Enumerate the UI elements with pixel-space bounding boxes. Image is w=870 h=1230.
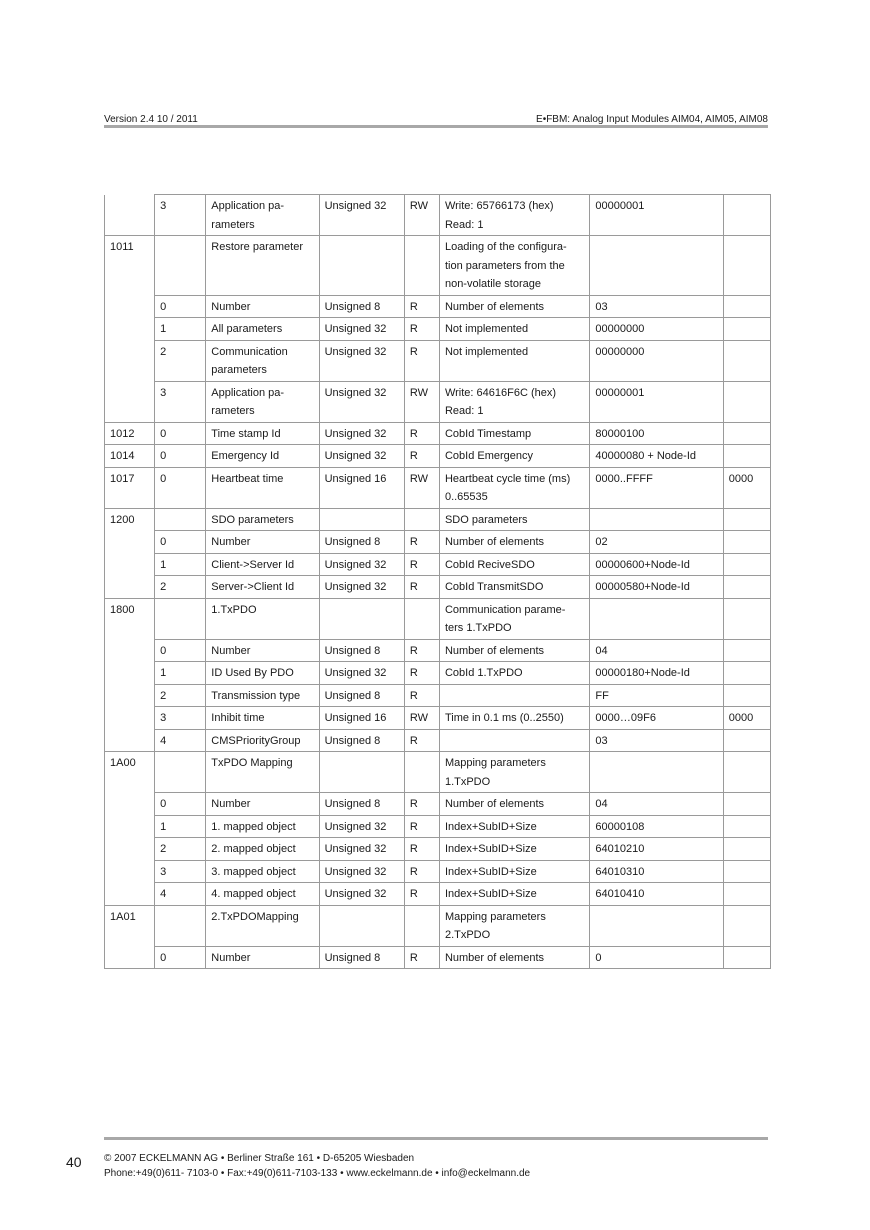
value-cell: 00000580+Node-Id (590, 576, 723, 599)
subindex-cell (155, 508, 206, 531)
table-row (105, 905, 771, 946)
access-cell: RW (404, 381, 439, 422)
description-cell: Write: 64616F6C (hex) Read: 1 (439, 381, 589, 422)
subindex-cell: 0 (155, 639, 206, 662)
value-cell: 40000080 + Node-Id (590, 445, 723, 468)
table-row (105, 838, 771, 861)
description-cell: Number of elements (439, 793, 589, 816)
index-cell (105, 883, 155, 906)
table-row (105, 752, 771, 793)
access-cell (404, 598, 439, 639)
index-cell (105, 946, 155, 969)
description-cell: Mapping parameters 2.TxPDO (439, 905, 589, 946)
index-cell (105, 838, 155, 861)
table-row (105, 195, 771, 236)
default-cell: 0000 (723, 467, 770, 508)
type-cell: Unsigned 32 (319, 553, 404, 576)
description-cell: Index+SubID+Size (439, 883, 589, 906)
name-cell: Number (206, 639, 319, 662)
value-cell (590, 905, 723, 946)
subindex-cell: 3 (155, 195, 206, 236)
document-title: E•FBM: Analog Input Modules AIM04, AIM05, AIM08 (536, 114, 768, 125)
table-row (105, 815, 771, 838)
name-cell: SDO parameters (206, 508, 319, 531)
name-cell: Communication parameters (206, 340, 319, 381)
type-cell (319, 752, 404, 793)
name-cell: Number (206, 793, 319, 816)
index-cell: 1014 (105, 445, 155, 468)
subindex-cell: 0 (155, 531, 206, 554)
name-cell: Heartbeat time (206, 467, 319, 508)
description-cell: Not implemented (439, 340, 589, 381)
access-cell: R (404, 860, 439, 883)
access-cell: R (404, 340, 439, 381)
access-cell: R (404, 553, 439, 576)
index-cell (105, 531, 155, 554)
type-cell (319, 905, 404, 946)
index-cell (105, 295, 155, 318)
table-row (105, 381, 771, 422)
description-cell: CobId ReciveSDO (439, 553, 589, 576)
default-cell (723, 531, 770, 554)
default-cell (723, 340, 770, 381)
table-row (105, 946, 771, 969)
default-cell (723, 295, 770, 318)
type-cell: Unsigned 32 (319, 860, 404, 883)
subindex-cell (155, 905, 206, 946)
name-cell: Number (206, 531, 319, 554)
table-row (105, 883, 771, 906)
subindex-cell: 1 (155, 815, 206, 838)
description-cell (439, 729, 589, 752)
subindex-cell: 1 (155, 553, 206, 576)
subindex-cell: 0 (155, 946, 206, 969)
subindex-cell: 3 (155, 381, 206, 422)
name-cell: 4. mapped object (206, 883, 319, 906)
value-cell (590, 508, 723, 531)
default-cell (723, 236, 770, 296)
value-cell (590, 236, 723, 296)
description-cell: Not implemented (439, 318, 589, 341)
subindex-cell (155, 236, 206, 296)
description-cell: CobId Emergency (439, 445, 589, 468)
description-cell: Number of elements (439, 946, 589, 969)
description-cell: Number of elements (439, 295, 589, 318)
type-cell: Unsigned 8 (319, 729, 404, 752)
value-cell: 64010410 (590, 883, 723, 906)
table-row (105, 508, 771, 531)
default-cell (723, 381, 770, 422)
default-cell (723, 883, 770, 906)
access-cell (404, 905, 439, 946)
access-cell: R (404, 445, 439, 468)
table-row (105, 445, 771, 468)
table-row (105, 318, 771, 341)
type-cell (319, 598, 404, 639)
index-cell (105, 381, 155, 422)
name-cell: Server->Client Id (206, 576, 319, 599)
default-cell (723, 318, 770, 341)
index-cell (105, 553, 155, 576)
table-row (105, 576, 771, 599)
index-cell (105, 318, 155, 341)
access-cell: RW (404, 467, 439, 508)
description-cell: Index+SubID+Size (439, 815, 589, 838)
index-cell: 1011 (105, 236, 155, 296)
default-cell (723, 838, 770, 861)
access-cell: R (404, 662, 439, 685)
name-cell: Inhibit time (206, 707, 319, 730)
type-cell: Unsigned 32 (319, 576, 404, 599)
index-cell (105, 729, 155, 752)
subindex-cell: 1 (155, 318, 206, 341)
type-cell: Unsigned 32 (319, 838, 404, 861)
access-cell: R (404, 946, 439, 969)
access-cell: R (404, 318, 439, 341)
access-cell (404, 508, 439, 531)
value-cell: 64010210 (590, 838, 723, 861)
table-row (105, 860, 771, 883)
default-cell (723, 815, 770, 838)
description-cell: CobId 1.TxPDO (439, 662, 589, 685)
index-cell: 1A01 (105, 905, 155, 946)
type-cell: Unsigned 32 (319, 422, 404, 445)
subindex-cell: 2 (155, 576, 206, 599)
type-cell: Unsigned 32 (319, 815, 404, 838)
index-cell (105, 340, 155, 381)
access-cell: R (404, 684, 439, 707)
subindex-cell: 2 (155, 684, 206, 707)
default-cell (723, 905, 770, 946)
access-cell: R (404, 815, 439, 838)
default-cell (723, 752, 770, 793)
value-cell: 00000600+Node-Id (590, 553, 723, 576)
value-cell: 64010310 (590, 860, 723, 883)
type-cell: Unsigned 16 (319, 467, 404, 508)
type-cell: Unsigned 32 (319, 340, 404, 381)
access-cell: R (404, 422, 439, 445)
value-cell (590, 598, 723, 639)
value-cell: 00000000 (590, 318, 723, 341)
table-row (105, 340, 771, 381)
default-cell (723, 422, 770, 445)
description-cell: CobId TransmitSDO (439, 576, 589, 599)
default-cell (723, 445, 770, 468)
type-cell: Unsigned 8 (319, 946, 404, 969)
description-cell: Communication parame- ters 1.TxPDO (439, 598, 589, 639)
subindex-cell: 0 (155, 793, 206, 816)
access-cell (404, 236, 439, 296)
name-cell: Time stamp Id (206, 422, 319, 445)
name-cell: Application pa- rameters (206, 381, 319, 422)
value-cell: 03 (590, 295, 723, 318)
type-cell: Unsigned 8 (319, 295, 404, 318)
value-cell: 04 (590, 793, 723, 816)
description-cell: Loading of the configura- tion parameters from the non-volatile storage (439, 236, 589, 296)
access-cell: R (404, 793, 439, 816)
type-cell: Unsigned 8 (319, 639, 404, 662)
table-row (105, 793, 771, 816)
index-cell: 1200 (105, 508, 155, 531)
default-cell (723, 684, 770, 707)
index-cell (105, 576, 155, 599)
default-cell (723, 946, 770, 969)
name-cell: Number (206, 295, 319, 318)
index-cell (105, 195, 155, 236)
value-cell: 03 (590, 729, 723, 752)
description-cell: Write: 65766173 (hex) Read: 1 (439, 195, 589, 236)
description-cell: CobId Timestamp (439, 422, 589, 445)
table-row (105, 639, 771, 662)
access-cell: R (404, 883, 439, 906)
object-dictionary-table (104, 194, 771, 969)
access-cell: R (404, 639, 439, 662)
type-cell (319, 508, 404, 531)
name-cell: 1.TxPDO (206, 598, 319, 639)
name-cell: Transmission type (206, 684, 319, 707)
access-cell (404, 752, 439, 793)
index-cell (105, 707, 155, 730)
name-cell: TxPDO Mapping (206, 752, 319, 793)
default-cell (723, 639, 770, 662)
table-body (105, 195, 771, 969)
value-cell: 00000001 (590, 195, 723, 236)
name-cell: Client->Server Id (206, 553, 319, 576)
default-cell (723, 793, 770, 816)
table-row (105, 295, 771, 318)
subindex-cell: 3 (155, 860, 206, 883)
description-cell: Number of elements (439, 639, 589, 662)
index-cell (105, 793, 155, 816)
default-cell (723, 662, 770, 685)
default-cell (723, 729, 770, 752)
index-cell: 1A00 (105, 752, 155, 793)
value-cell: 60000108 (590, 815, 723, 838)
index-cell (105, 815, 155, 838)
name-cell: Emergency Id (206, 445, 319, 468)
type-cell: Unsigned 8 (319, 684, 404, 707)
name-cell: CMSPriorityGroup (206, 729, 319, 752)
access-cell: R (404, 838, 439, 861)
access-cell: R (404, 295, 439, 318)
table-row (105, 553, 771, 576)
name-cell: Application pa- rameters (206, 195, 319, 236)
type-cell: Unsigned 16 (319, 707, 404, 730)
table-row (105, 467, 771, 508)
value-cell: 04 (590, 639, 723, 662)
subindex-cell (155, 752, 206, 793)
index-cell (105, 639, 155, 662)
footer-address: © 2007 ECKELMANN AG • Berliner Straße 161 • D-65205 Wiesbaden (104, 1153, 415, 1164)
footer (104, 1151, 530, 1181)
subindex-cell: 0 (155, 445, 206, 468)
type-cell: Unsigned 8 (319, 531, 404, 554)
index-cell: 1012 (105, 422, 155, 445)
default-cell (723, 553, 770, 576)
description-cell: Mapping parameters 1.TxPDO (439, 752, 589, 793)
subindex-cell: 0 (155, 467, 206, 508)
value-cell: 0000..FFFF (590, 467, 723, 508)
value-cell: 00000000 (590, 340, 723, 381)
value-cell: 80000100 (590, 422, 723, 445)
subindex-cell (155, 598, 206, 639)
subindex-cell: 3 (155, 707, 206, 730)
value-cell: 00000001 (590, 381, 723, 422)
description-cell: Index+SubID+Size (439, 860, 589, 883)
value-cell: 02 (590, 531, 723, 554)
subindex-cell: 0 (155, 295, 206, 318)
index-cell (105, 662, 155, 685)
table-row (105, 684, 771, 707)
default-cell (723, 598, 770, 639)
table-row (105, 707, 771, 730)
default-cell (723, 508, 770, 531)
type-cell (319, 236, 404, 296)
type-cell: Unsigned 32 (319, 195, 404, 236)
table-row (105, 598, 771, 639)
name-cell: 2. mapped object (206, 838, 319, 861)
description-cell (439, 684, 589, 707)
type-cell: Unsigned 32 (319, 883, 404, 906)
table-row (105, 422, 771, 445)
name-cell: Restore parameter (206, 236, 319, 296)
footer-contact: Phone:+49(0)611- 7103-0 • Fax:+49(0)611-7103-133 • www.eckelmann.de • info@eckelmann.de (104, 1168, 531, 1179)
type-cell: Unsigned 32 (319, 318, 404, 341)
access-cell: R (404, 576, 439, 599)
description-cell: SDO parameters (439, 508, 589, 531)
header-rule (104, 125, 768, 128)
access-cell: RW (404, 195, 439, 236)
default-cell (723, 576, 770, 599)
access-cell: R (404, 531, 439, 554)
table-row (105, 236, 771, 296)
type-cell: Unsigned 32 (319, 381, 404, 422)
name-cell: 2.TxPDOMapping (206, 905, 319, 946)
table-row (105, 662, 771, 685)
access-cell: RW (404, 707, 439, 730)
subindex-cell: 4 (155, 729, 206, 752)
name-cell: All parameters (206, 318, 319, 341)
value-cell: 0000…09F6 (590, 707, 723, 730)
name-cell: ID Used By PDO (206, 662, 319, 685)
description-cell: Heartbeat cycle time (ms) 0..65535 (439, 467, 589, 508)
description-cell: Number of elements (439, 531, 589, 554)
subindex-cell: 0 (155, 422, 206, 445)
name-cell: 1. mapped object (206, 815, 319, 838)
version-label: Version 2.4 10 / 2011 (104, 114, 198, 125)
subindex-cell: 2 (155, 340, 206, 381)
table-row (105, 531, 771, 554)
footer-rule (104, 1137, 768, 1140)
default-cell: 0000 (723, 707, 770, 730)
page-number: 40 (66, 1154, 82, 1170)
type-cell: Unsigned 32 (319, 662, 404, 685)
description-cell: Time in 0.1 ms (0..2550) (439, 707, 589, 730)
name-cell: Number (206, 946, 319, 969)
value-cell: 0 (590, 946, 723, 969)
value-cell: FF (590, 684, 723, 707)
index-cell: 1800 (105, 598, 155, 639)
index-cell (105, 860, 155, 883)
subindex-cell: 1 (155, 662, 206, 685)
name-cell: 3. mapped object (206, 860, 319, 883)
description-cell: Index+SubID+Size (439, 838, 589, 861)
access-cell: R (404, 729, 439, 752)
default-cell (723, 860, 770, 883)
index-cell (105, 684, 155, 707)
default-cell (723, 195, 770, 236)
value-cell: 00000180+Node-Id (590, 662, 723, 685)
type-cell: Unsigned 32 (319, 445, 404, 468)
index-cell: 1017 (105, 467, 155, 508)
table-row (105, 729, 771, 752)
type-cell: Unsigned 8 (319, 793, 404, 816)
value-cell (590, 752, 723, 793)
subindex-cell: 4 (155, 883, 206, 906)
subindex-cell: 2 (155, 838, 206, 861)
